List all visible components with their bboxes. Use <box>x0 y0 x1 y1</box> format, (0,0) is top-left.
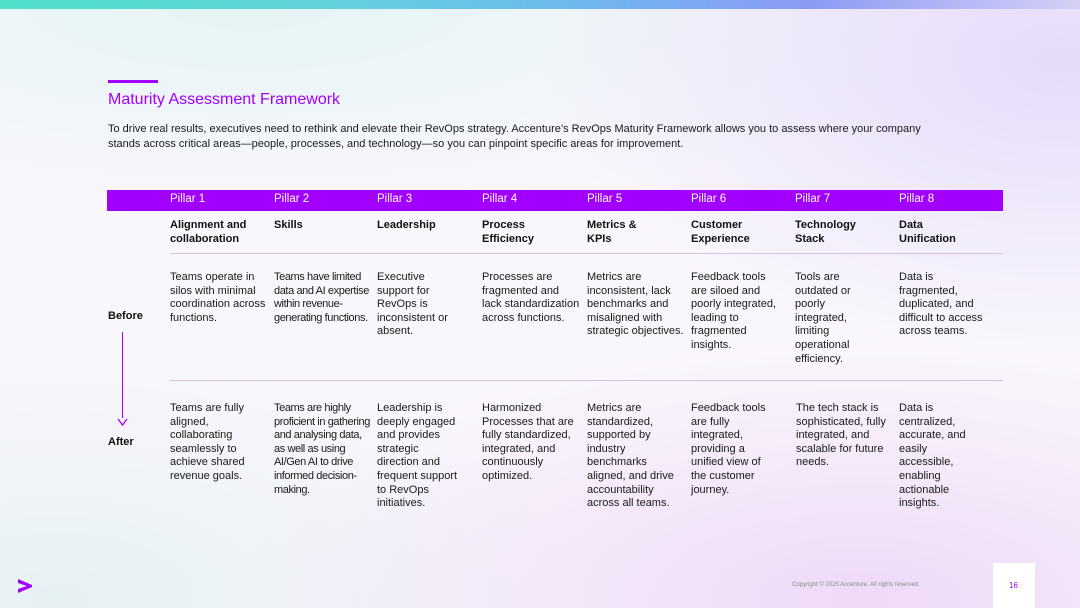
pillar-5-name: Metrics & KPIs <box>587 219 637 245</box>
top-gradient-bar <box>0 0 1080 9</box>
pillar-7-name: Technology Stack <box>795 219 856 245</box>
pillar-7-after: The tech stack is sophisticated, fully integrated, and scalable for future needs. <box>796 402 886 469</box>
pillar-6-before: Feedback tools are siloed and poorly integrated, leading to fragmented insights. <box>691 271 776 351</box>
page-number: 16 <box>1009 581 1018 590</box>
pillar-1-label: Pillar 1 <box>170 193 206 205</box>
before-after-arrow-line <box>122 332 123 418</box>
pillar-2-before: Teams have limited data and AI expertise within revenue-generating functions. <box>274 271 369 324</box>
page-title: Maturity Assessment Framework <box>108 91 341 108</box>
accenture-chevron-icon <box>17 578 33 594</box>
pillar-1-name: Alignment and collaboration <box>170 219 247 245</box>
pillar-1-before: Teams operate in silos with minimal coordination across functions. <box>170 271 266 324</box>
pillar-3-before: Executive support for RevOps is inconsistent or absent. <box>377 271 448 338</box>
pillar-8-before: Data is fragmented, duplicated, and difficult to access across teams. <box>899 271 983 338</box>
pillar-6-label: Pillar 6 <box>691 193 727 205</box>
pillar-7-before: Tools are outdated or poorly integrated, limiting operational efficiency. <box>795 271 851 365</box>
pillar-7-label: Pillar 7 <box>795 193 831 205</box>
arrow-down-icon <box>117 413 128 427</box>
pillar-6-name: Customer Experience <box>691 219 750 245</box>
page-subtitle: To drive real results, executives need to rethink and elevate their RevOps strategy. Accenture’s RevOps Maturity Framework allows you to assess where your company stands across critical areas—people, processes, and technology—so you can pinpoint specific areas for improvement. <box>108 123 921 150</box>
pillar-8-label: Pillar 8 <box>899 193 935 205</box>
pillar-4-before: Processes are fragmented and lack standardization across functions. <box>482 271 580 324</box>
header-divider <box>170 253 1003 254</box>
pillar-3-label: Pillar 3 <box>377 193 413 205</box>
pillar-5-label: Pillar 5 <box>587 193 623 205</box>
pillar-4-after: Harmonized Processes that are fully standardized, integrated, and continuously optimized. <box>482 402 574 482</box>
pillar-2-name: Skills <box>274 219 303 231</box>
pillar-1-after: Teams are fully aligned, collaborating seamlessly to achieve shared revenue goals. <box>170 402 245 482</box>
pillar-4-label: Pillar 4 <box>482 193 518 205</box>
pillar-5-after: Metrics are standardized, supported by industry benchmarks aligned, and drive accountability across all teams. <box>587 402 674 510</box>
pillar-5-before: Metrics are inconsistent, lack benchmarks and misaligned with strategic objectives. <box>587 271 684 338</box>
pillar-header-band <box>107 190 1003 211</box>
row-divider <box>170 380 1003 381</box>
pillar-2-label: Pillar 2 <box>274 193 310 205</box>
pillar-8-name: Data Unification <box>899 219 956 245</box>
pillar-8-after: Data is centralized, accurate, and easily accessible, enabling actionable insights. <box>899 402 966 510</box>
pillar-3-name: Leadership <box>377 219 436 231</box>
pillar-4-name: Process Efficiency <box>482 219 534 245</box>
pillar-2-after: Teams are highly proficient in gathering and analysing data, as well as using AI/Gen AI to drive informed decision-making. <box>274 402 370 496</box>
title-accent-line <box>108 80 158 83</box>
pillar-6-after: Feedback tools are fully integrated, providing a unified view of the customer journey. <box>691 402 766 496</box>
after-row-label: After <box>108 436 134 448</box>
copyright-text: Copyright © 2025 Accenture. All rights reserved. <box>792 582 920 588</box>
before-row-label: Before <box>108 310 143 322</box>
pillar-3-after: Leadership is deeply engaged and provides strategic direction and frequent support to RevOps initiatives. <box>377 402 458 510</box>
